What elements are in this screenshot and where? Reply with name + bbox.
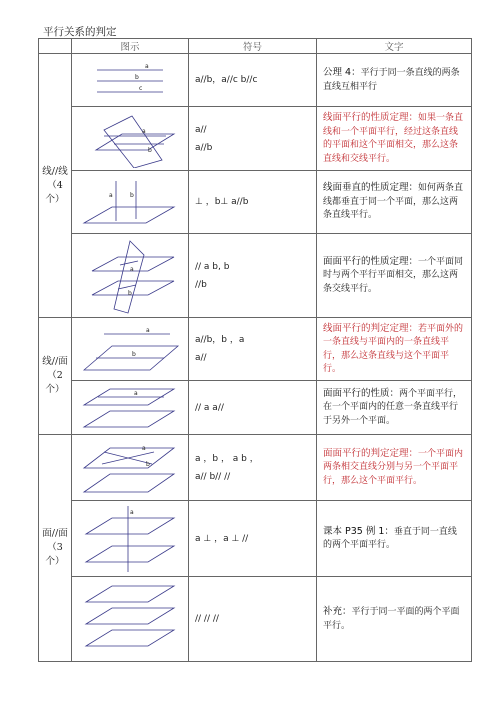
- header-figure: 图示: [72, 39, 189, 54]
- figure-three-lines: [72, 54, 189, 107]
- theorem-label: 线面平行的性质定理：: [323, 112, 419, 123]
- table-row: [39, 381, 472, 435]
- theorem-text: 两个平面平行，在一个平面内的任意一条直线平行于另外一个平面。: [323, 388, 463, 426]
- theorem-text: 一个平面内两条相交直线分别与另一个平面平行，那么这个平面平行。: [323, 448, 464, 486]
- table-row: [39, 54, 472, 107]
- theorem-text: 一个平面同时与两个平行平面相交，那么这两条交线平行。: [323, 256, 464, 294]
- page-title: 平行关系的判定: [43, 26, 117, 38]
- svg-text:b: b: [128, 289, 132, 297]
- svg-text:a: a: [109, 192, 113, 199]
- symbol-cell: // a b, b //b: [189, 234, 317, 318]
- table-row: [39, 435, 472, 501]
- theorem-text: 垂直于同一直线的两个平面平行。: [323, 526, 457, 550]
- header-blank: [39, 39, 72, 54]
- svg-text:c: c: [139, 85, 143, 92]
- text-cell: [317, 381, 472, 435]
- text-cell: [317, 54, 472, 107]
- figure-perpendicular-to-planes: [72, 501, 189, 577]
- text-cell: [317, 435, 472, 501]
- symbol-cell: a//b，a//c b//c: [189, 54, 317, 107]
- text-cell: [317, 577, 472, 662]
- text-cell: [317, 107, 472, 171]
- text-cell: [317, 318, 472, 381]
- category-line-plane: 线//面 （2 个）: [39, 318, 72, 435]
- theorem-label: 面面平行的性质定理：: [323, 255, 419, 267]
- svg-text:b: b: [148, 146, 152, 154]
- theorem-label: 线面垂直的性质定理：: [323, 182, 419, 194]
- symbol-cell: // a a//: [189, 381, 317, 435]
- symbol-cell: a//b，b ，a a//: [189, 318, 317, 381]
- svg-text:a: a: [146, 327, 150, 334]
- svg-text:b: b: [132, 351, 136, 358]
- category-plane-plane: 面//面 （3 个）: [39, 435, 72, 662]
- figure-line-in-parallel-plane: [72, 381, 189, 435]
- table-row: [39, 501, 472, 577]
- svg-text:a: a: [134, 389, 138, 397]
- header-symbol: 符号: [189, 39, 317, 54]
- table-row: [39, 577, 472, 662]
- theorem-text: 如果一条直线和一个平面平行，经过这条直线的平面和这个平面相交，那么这条直线和交线平行。: [323, 113, 464, 164]
- header-text: 文字: [317, 39, 472, 54]
- theorem-label: 补充：: [323, 606, 352, 617]
- theorem-text: 若平面外的一条直线与平面内的一条直线平行，那么这条直线与这个平面平行。: [323, 323, 464, 374]
- figure-perpendicular-lines: [72, 171, 189, 234]
- symbol-cell: a ⊥ ，a ⊥ //: [189, 501, 317, 577]
- table-row: [39, 171, 472, 234]
- symbol-cell: a// a//b: [189, 107, 317, 171]
- svg-text:a: a: [145, 63, 149, 70]
- theorem-label: 公理 4：: [323, 67, 361, 78]
- svg-text:a: a: [130, 508, 134, 516]
- theorem-text: 如何两条直线都垂直于同一个平面，那么这两条直线平行。: [323, 183, 464, 221]
- parallel-relations-table: [38, 38, 472, 662]
- theorem-label: 面面平行的判定定理：: [323, 447, 419, 459]
- svg-text:b: b: [130, 192, 134, 199]
- figure-line-outside-plane: [72, 318, 189, 381]
- table-header-row: [39, 39, 472, 54]
- svg-text:a: a: [142, 127, 146, 135]
- figure-three-parallel-planes: [72, 577, 189, 662]
- text-cell: [317, 171, 472, 234]
- symbol-cell: a ，b ， a b ， a// b// //: [189, 435, 317, 501]
- table-row: [39, 318, 472, 381]
- table-row: [39, 234, 472, 318]
- table-row: [39, 107, 472, 171]
- text-cell: [317, 234, 472, 318]
- svg-text:b: b: [146, 460, 150, 468]
- svg-text:a: a: [130, 265, 134, 273]
- theorem-text: 平行于同一平面的两个平面平行。: [323, 607, 460, 631]
- figure-line-plane-intersection: [72, 107, 189, 171]
- theorem-label: 面面平行的性质：: [323, 387, 400, 399]
- figure-intersecting-lines-planes: [72, 435, 189, 501]
- symbol-cell: ⊥ ，b⊥ a//b: [189, 171, 317, 234]
- text-cell: [317, 501, 472, 577]
- theorem-label: 线面平行的判定定理：: [323, 322, 419, 334]
- symbol-cell: // // //: [189, 577, 317, 662]
- svg-text:a: a: [142, 444, 146, 452]
- figure-two-parallel-planes-cut: [72, 234, 189, 318]
- theorem-text: 平行于同一条直线的两条直线互相平行: [323, 68, 460, 92]
- category-line-line: 线//线 （4 个）: [39, 54, 72, 318]
- svg-text:b: b: [135, 74, 139, 81]
- theorem-label: 课本 P35 例 1：: [323, 525, 394, 537]
